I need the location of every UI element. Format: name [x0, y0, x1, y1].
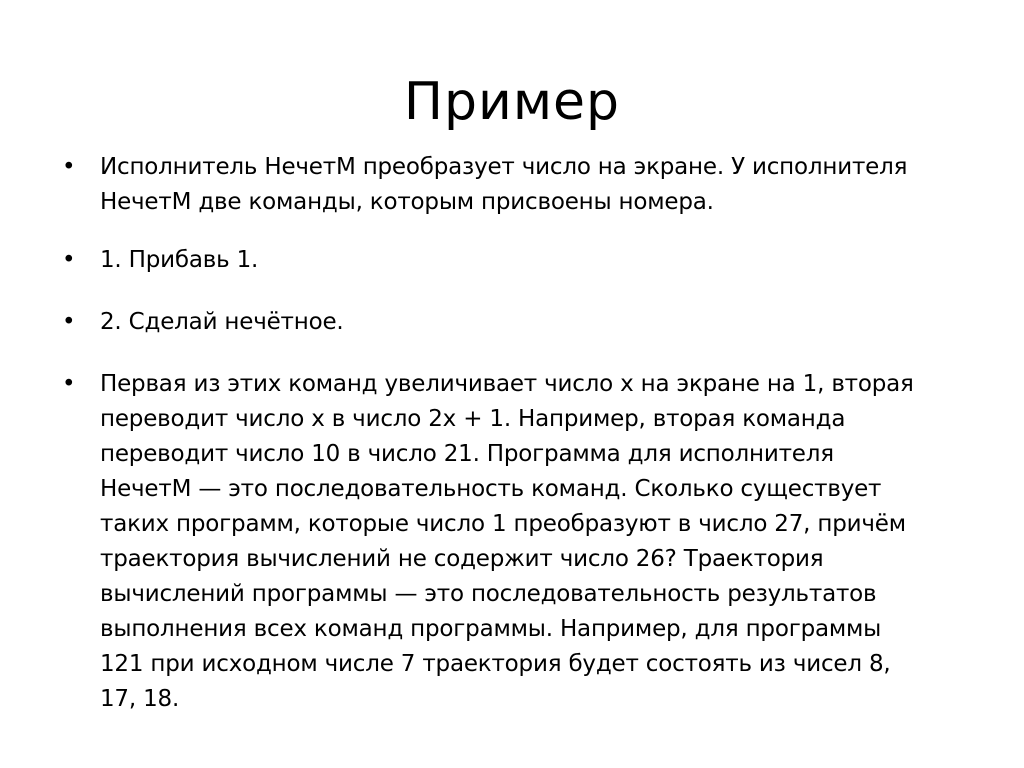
text-line: выполнения всех команд программы. Например, для программы [100, 616, 882, 642]
text-line: 1. Прибавь 1. [100, 247, 259, 273]
bullet-item-2 [62, 243, 962, 278]
text-line: переводит число x в число 2x + 1. Например, вторая команда [100, 406, 846, 432]
bullet-item-3 [62, 305, 962, 340]
bullet-text [100, 305, 962, 340]
bullet-text [100, 243, 962, 278]
bullet-marker: • [62, 247, 76, 273]
text-line: 17, 18. [100, 686, 180, 712]
bullet-marker: • [62, 371, 76, 397]
bullet-item-4 [62, 367, 962, 717]
bullet-list [62, 150, 962, 717]
bullet-marker: • [62, 309, 76, 335]
text-line: Первая из этих команд увеличивает число x на экране на 1, вторая [100, 371, 914, 397]
text-line: вычислений программы — это последовательность результатов [100, 581, 877, 607]
bullet-text [100, 150, 962, 220]
text-line: НечетМ две команды, которым присвоены номера. [100, 189, 714, 215]
bullet-text [100, 367, 962, 717]
text-line: переводит число 10 в число 21. Программа для исполнителя [100, 441, 834, 467]
text-line: Исполнитель НечетМ преобразует число на экране. У исполнителя [100, 154, 908, 180]
text-line: НечетМ — это последовательность команд. Сколько существует [100, 476, 882, 502]
slide-title: Пример [403, 72, 621, 132]
text-line: 2. Сделай нечётное. [100, 309, 344, 335]
text-line: 121 при исходном числе 7 траектория будет состоять из чисел 8, [100, 651, 891, 677]
bullet-item-1 [62, 150, 962, 220]
text-line: траектория вычислений не содержит число 26? Траектория [100, 546, 824, 572]
text-line: таких программ, которые число 1 преобразуют в число 27, причём [100, 511, 906, 537]
bullet-marker: • [62, 154, 76, 180]
